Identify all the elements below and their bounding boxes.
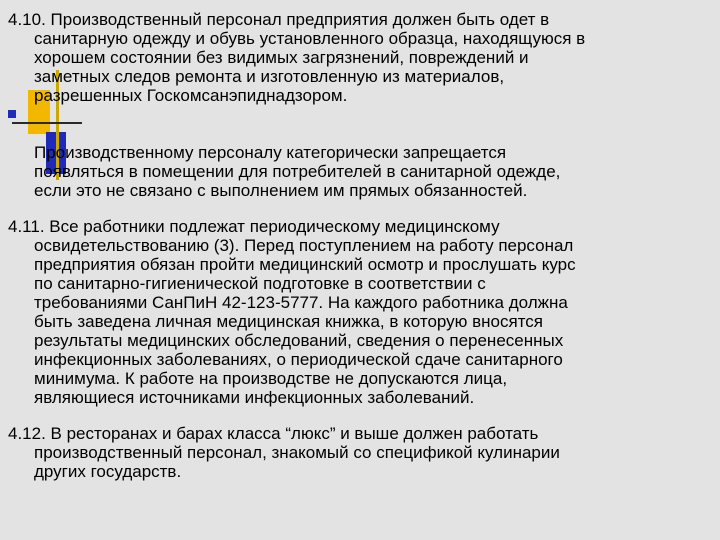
slide-body (8, 10, 708, 481)
square-bullet-icon (8, 110, 16, 118)
bullet-item-text: Производственному персоналу категорически запрещается появляться в помещении для потребителей в санитарной одежде, если это не связано с выполнением им прямых обязанностей. (34, 143, 561, 200)
paragraph-4-10: 4.10. Производственный персонал предприятия должен быть одет в санитарную одежду и обувь установленного образца, находящуюся в хорошем состоянии без видимых загрязнений, повреждений и заметных следов ремонта и изготовленную из материалов, разрешенных Госкомсанэпиднадзором. (8, 10, 586, 105)
bullet-item (8, 105, 708, 200)
paragraph-4-11: 4.11. Все работники подлежат периодическому медицинскому освидетельствованию (3). Перед поступлением на работу персонал предприятия обязан пройти медицинский осмотр и прослушать курс по санитарно-гигиенической подготовке в соответствии с требованиями СанПиН 42-123-5777. На каждого работника должна быть заведена личная медицинская книжка, в которую вносятся результаты медицинских обследований, сведения о перенесенных инфекционных заболеваниях, о периодической сдаче санитарного минимума. К работе на производстве не допускаются лица, являющиеся источниками инфекционных заболеваний. (8, 217, 576, 407)
paragraph-4-12: 4.12. В ресторанах и барах класса “люкс” и выше должен работать производственный персонал, знакомый со спецификой кулинарии других государств. (8, 424, 560, 481)
